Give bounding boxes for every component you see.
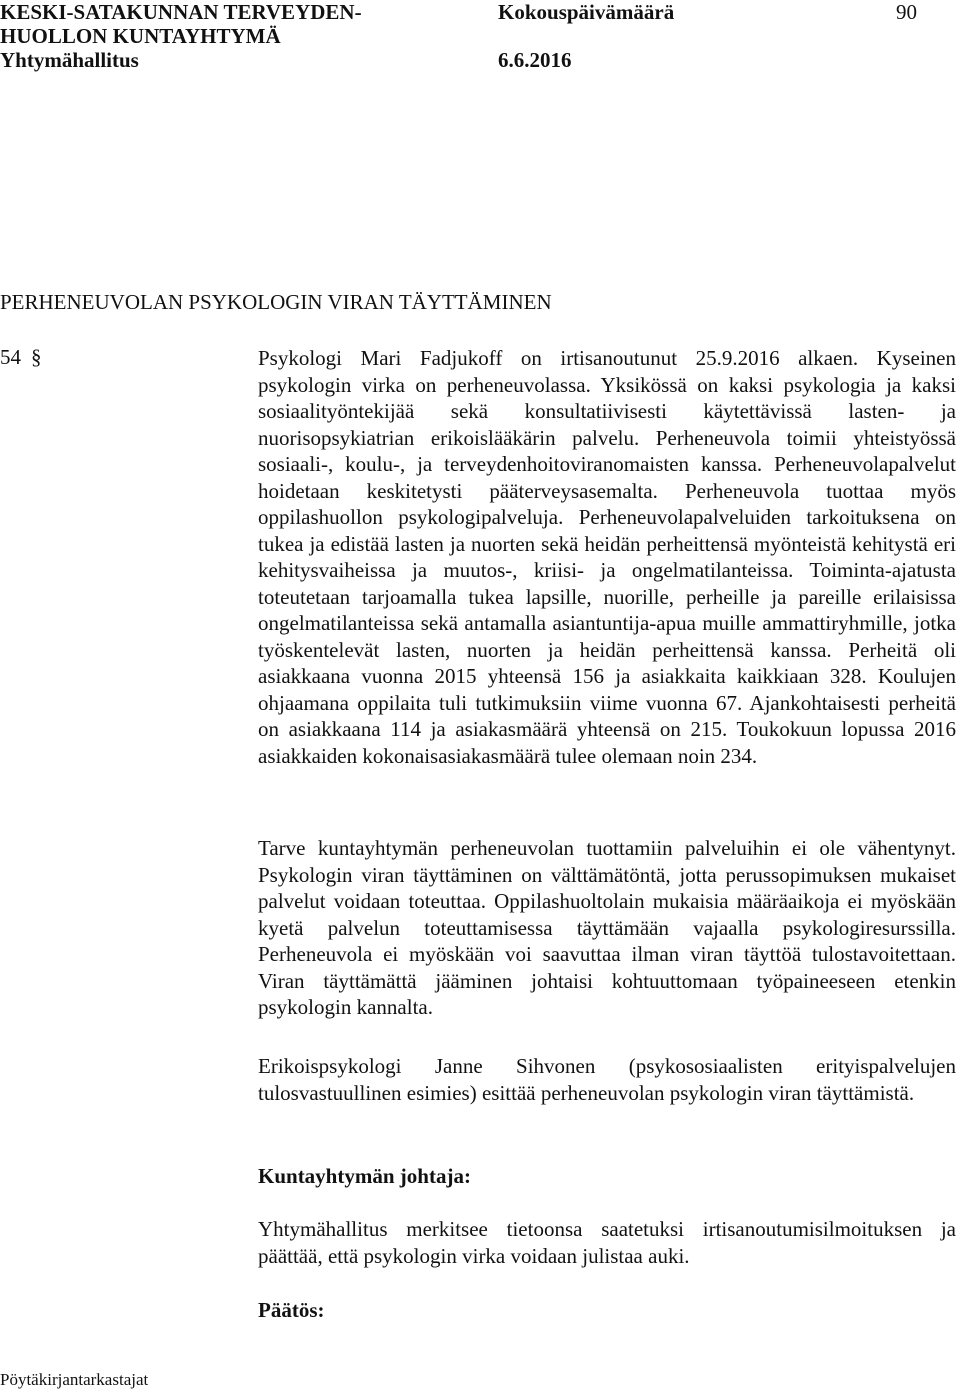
- document-header: [0, 0, 960, 80]
- page-number: 90: [896, 0, 917, 24]
- body-name: Yhtymähallitus: [0, 48, 139, 72]
- proposal-text: Yhtymähallitus merkitsee tietoonsa saatetuksi irtisanoutumisilmoituksen ja päättää, että psykologin virka voidaan julistaa auki.: [258, 1217, 956, 1268]
- section-title: PERHENEUVOLAN PSYKOLOGIN VIRAN TÄYTTÄMINEN: [0, 290, 552, 314]
- paragraph-1: [258, 345, 956, 769]
- paragraph-symbol: §: [31, 345, 42, 369]
- section-number: 54: [0, 345, 21, 369]
- paragraph-text: Psykologi Mari Fadjukoff on irtisanoutunut 25.9.2016 alkaen. Kyseinen psykologin virka on perheneuvolassa. Yksikössä on kaksi psykologia ja kaksi sosiaalityöntekijää sekä konsultatiivisesti käytettävissä lasten- ja nuorisopsykiatrian erikoislääkärin palvelu. Perheneuvola toimii yhteistyössä sosiaali-, koulu-, ja terveydenhoitoviranomaisten kanssa. Perheneuvolapalvelut hoidetaan keskitetysti pääterveysasemalta. Perheneuvola tuottaa myös oppilashuollon psykologipalveluja. Perheneuvolapalveluiden tarkoituksena on tukea ja edistää lasten ja nuorten sekä heidän perheittensä myönteistä kehitystä eri kehitysvaiheissa ja muutos-, kriisi- ja ongelmatilanteissa. Toiminta-ajatusta toteutetaan tarjoamalla tukea lapsille, nuorille, perheille ja pareille erilaisissa ongelmatilanteissa sekä antamalla asiantuntija-apua muille ammattiryhmille, jotka työskentelevät lasten, nuorten ja heidän perheittensä kanssa. Perheitä oli asiakkaana vuonna 2015 yhteensä 156 ja asiakkaita kaikkiaan 328. Koulujen ohjaamana oppilaita tuli tutkimuksiin viime vuonna 67. Ajankohtaisesti perheitä on asiakkaana 114 ja asiakasmäärä yhteensä on 215. Toukokuun lopussa 2016 asiakkaiden kokonaisasiakasmäärä tulee olemaan noin 234.: [258, 346, 956, 768]
- meeting-date: 6.6.2016: [498, 48, 572, 72]
- organization-name-line1: KESKI-SATAKUNNAN TERVEYDEN-: [0, 0, 362, 24]
- paragraph-text: Erikoispsykologi Janne Sihvonen (psykososiaalisten erityispalvelujen tulosvastuullinen esimies) esittää perheneuvolan psykologin viran täyttämistä.: [258, 1054, 956, 1105]
- footer-reviewers: Pöytäkirjantarkastajat: [0, 1370, 149, 1389]
- director-heading: Kuntayhtymän johtaja:: [258, 1164, 471, 1188]
- meeting-date-label: Kokouspäivämäärä: [498, 0, 675, 24]
- paragraph-text: Tarve kuntayhtymän perheneuvolan tuottamiin palveluihin ei ole vähentynyt. Psykologin viran täyttäminen on välttämätöntä, jotta perussopimuksen mukaiset palvelut voidaan toteuttaa. Oppilashuoltolain mukaisia määräaikoja ei myöskään kyetä palvelun toteuttamisessa täyttämään vajaalla psykologiresurssilla. Perheneuvola ei myöskään voi saavuttaa ilman viran täyttöä tulostavoitettaan. Viran täyttämättä jääminen johtaisi kohtuuttomaan työpaineeseen etenkin psykologin kannalta.: [258, 836, 956, 1019]
- director-proposal: [258, 1216, 956, 1269]
- paragraph-2: [258, 835, 956, 1021]
- decision-heading: Päätös:: [258, 1298, 325, 1322]
- paragraph-3: [258, 1053, 956, 1106]
- organization-name-line2: HUOLLON KUNTAYHTYMÄ: [0, 24, 281, 48]
